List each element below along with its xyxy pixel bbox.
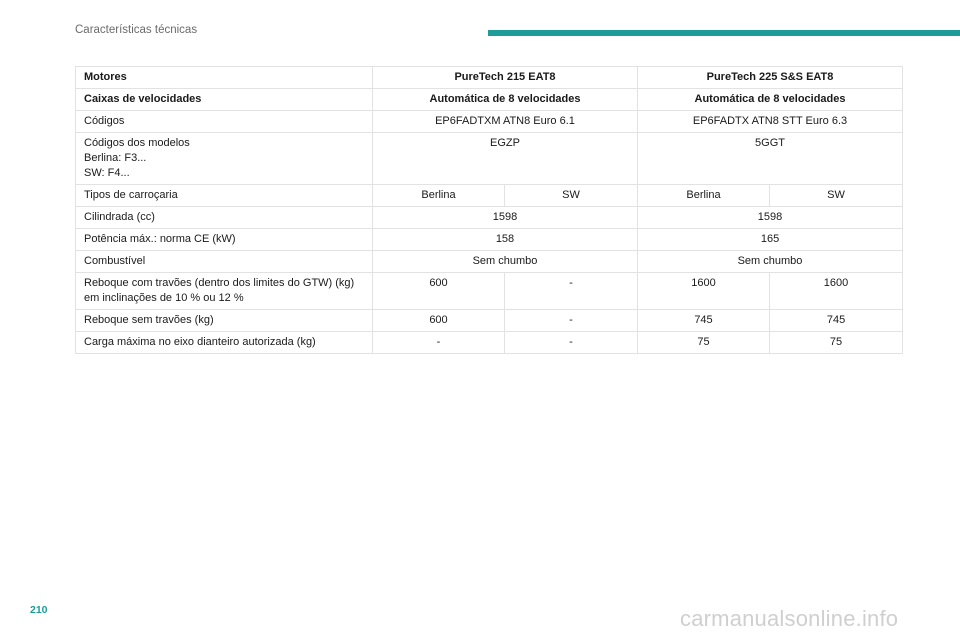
table-cell: -: [373, 332, 505, 354]
label-line: Códigos dos modelos: [84, 137, 190, 149]
table-cell: 158: [373, 229, 638, 251]
table-cell: 600: [373, 310, 505, 332]
table-row: [76, 273, 903, 310]
label-line: Berlina: F3...: [84, 152, 147, 164]
row-label: Caixas de velocidades: [76, 89, 373, 111]
specs-table: [75, 66, 903, 354]
row-label: Reboque sem travões (kg): [76, 310, 373, 332]
table-cell: 1600: [638, 273, 770, 310]
table-cell: PureTech 215 EAT8: [373, 67, 638, 89]
table-row: [76, 207, 903, 229]
row-label: Códigos: [76, 111, 373, 133]
table-cell: 745: [770, 310, 903, 332]
table-cell: 1598: [373, 207, 638, 229]
table-cell: EP6FADTX ATN8 STT Euro 6.3: [638, 111, 903, 133]
label-line: em inclinações de 10 % ou 12 %: [84, 292, 244, 304]
table-cell: -: [505, 332, 638, 354]
table-cell: 75: [638, 332, 770, 354]
row-label: Carga máxima no eixo dianteiro autorizada (kg): [76, 332, 373, 354]
table-cell: Automática de 8 velocidades: [638, 89, 903, 111]
table-cell: -: [505, 310, 638, 332]
table-cell: -: [505, 273, 638, 310]
table-cell: 600: [373, 273, 505, 310]
table-cell: 75: [770, 332, 903, 354]
table-row: [76, 67, 903, 89]
table-cell: Berlina: [638, 185, 770, 207]
table-cell: Sem chumbo: [638, 251, 903, 273]
table-cell: Automática de 8 velocidades: [373, 89, 638, 111]
table-row: [76, 229, 903, 251]
table-cell: SW: [770, 185, 903, 207]
table-cell: Sem chumbo: [373, 251, 638, 273]
table-cell: PureTech 225 S&S EAT8: [638, 67, 903, 89]
table-row: [76, 310, 903, 332]
accent-bar: [488, 30, 960, 36]
table-row: [76, 89, 903, 111]
table-cell: 5GGT: [638, 133, 903, 185]
row-label: Potência máx.: norma CE (kW): [76, 229, 373, 251]
table-cell: Berlina: [373, 185, 505, 207]
row-label: [76, 273, 373, 310]
row-label: Cilindrada (cc): [76, 207, 373, 229]
table-cell: EP6FADTXM ATN8 Euro 6.1: [373, 111, 638, 133]
table-cell: EGZP: [373, 133, 638, 185]
table-cell: 1600: [770, 273, 903, 310]
row-label: Combustível: [76, 251, 373, 273]
table-cell: 745: [638, 310, 770, 332]
row-label: Tipos de carroçaria: [76, 185, 373, 207]
table-row: [76, 111, 903, 133]
table-row: [76, 251, 903, 273]
row-label: [76, 133, 373, 185]
table-cell: 1598: [638, 207, 903, 229]
label-line: Reboque com travões (dentro dos limites do GTW) (kg): [84, 277, 355, 289]
section-title: Características técnicas: [75, 24, 198, 36]
table-cell: SW: [505, 185, 638, 207]
watermark: carmanualsonline.info: [680, 606, 899, 631]
table-row: [76, 133, 903, 185]
label-line: SW: F4...: [84, 167, 130, 179]
row-label: Motores: [76, 67, 373, 89]
table-row: [76, 185, 903, 207]
table-cell: 165: [638, 229, 903, 251]
table-row: [76, 332, 903, 354]
page-number: 210: [30, 604, 48, 616]
